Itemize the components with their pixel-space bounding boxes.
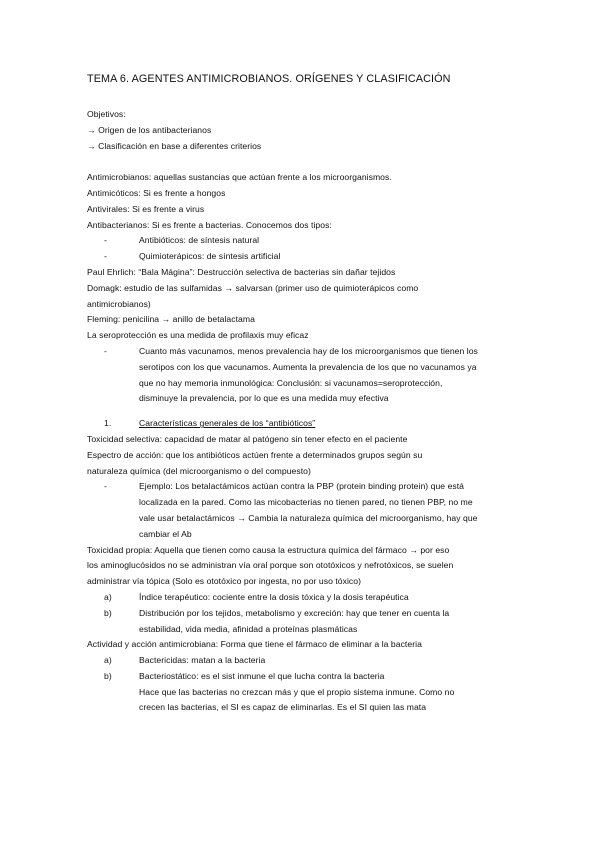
objectives-label: Objetivos: xyxy=(87,109,126,119)
list-item: - Cuanto más vacunamos, menos prevalencia hay de los microorganismos que tienen los xyxy=(104,345,478,356)
definition-antivirales: Antivirales: Si es frente a virus xyxy=(87,203,205,214)
list-item: b) Bacteriostático: es el sist inmune el que lucha contra la bacteria xyxy=(104,670,385,681)
list-item: - Quimioterápicos: de síntesis artificial xyxy=(104,251,281,262)
list-item: - Ejemplo: Los betalactámicos actúan contra la PBP (protein binding protein) que está xyxy=(104,481,465,492)
list-item-continuation: estabilidad, vida media, afinidad a proteínas plasmáticas xyxy=(139,623,358,634)
list-item-continuation: crecen las bacterias, el SI es capaz de eliminarlas. Es el SI quien las mata xyxy=(139,702,427,713)
paragraph-line: Toxicidad selectiva: capacidad de matar al patógeno sin tener efecto en el paciente xyxy=(87,433,408,444)
history-line: Fleming: penicilina → anillo de betalactama xyxy=(87,314,255,325)
list-item-continuation: cambiar el Ab xyxy=(139,528,192,539)
history-line: La seroprotección es una medida de profilaxis muy eficaz xyxy=(87,330,309,341)
list-item-continuation: vale usar betalactámicos → Cambia la naturaleza química del microorganismo, hay que xyxy=(139,512,478,523)
paragraph-line: administrar vía tópica (Solo es ototóxico por ingesta, no por uso tóxico) xyxy=(87,576,362,587)
history-line: Paul Ehrlich: “Bala Mágina”: Destrucción selectiva de bacterias sin dañar tejidos xyxy=(87,266,396,277)
definition-antibacterianos: Antibacterianos: Si es frente a bacterias. Conocemos dos tipos: xyxy=(87,219,332,230)
paragraph-line: Actividad y acción antimicrobiana: Forma que tiene el fármaco de eliminar a la bacteria xyxy=(87,639,422,650)
paragraph-line: los aminoglucósidos no se administran vía oral porque son ototóxicos y nefrotóxicos, se suelen xyxy=(87,560,454,571)
definition-antimicrobianos: Antimicrobianos: aquellas sustancias que actúan frente a los microorganismos. xyxy=(87,172,392,183)
paragraph-line: Toxicidad propia: Aquella que tienen como causa la estructura química del fármaco → por eso xyxy=(87,544,450,555)
history-line: antimicrobianos) xyxy=(87,298,151,309)
objective-item: → Clasificación en base a diferentes criterios xyxy=(87,140,262,151)
list-item-continuation: Hace que las bacterias no crezcan más y que el propio sistema inmune. Como no xyxy=(139,686,455,697)
list-item-continuation: disminuye la prevalencia, por lo que es una medida muy efectiva xyxy=(139,393,389,404)
list-item: a) Índice terapéutico: cociente entre la dosis tóxica y la dosis terapéutica xyxy=(104,591,409,602)
section-heading: 1. Características generales de los “antibióticos” xyxy=(104,418,316,429)
list-item-continuation: serotipos con los que vacunamos. Aumenta la prevalencia de los que no vacunamos ya xyxy=(139,361,477,372)
list-item: b) Distribución por los tejidos, metabolismo y excreción: hay que tener en cuenta la xyxy=(104,607,450,618)
list-item: a) Bactericidas: matan a la bacteria xyxy=(104,655,266,666)
history-line: Domagk: estudio de las sulfamidas → salvarsan (primer uso de quimioterápicos como xyxy=(87,282,419,293)
definition-antimicoticos: Antimicóticos: Si es frente a hongos xyxy=(87,187,226,198)
list-item: - Antibióticos: de síntesis natural xyxy=(104,235,260,246)
list-item-continuation: localizada en la pared. Como las micobacterias no tienen pared, no tienen PBP, no me xyxy=(139,497,473,508)
list-item-continuation: que no hay memoria inmunológica: Conclusión: si vacunamos=seroprotección, xyxy=(139,377,443,388)
paragraph-line: Espectro de acción: que los antibióticos actúen frente a determinados grupos según su xyxy=(87,449,423,460)
objective-item: → Origen de los antibacterianos xyxy=(87,124,212,135)
page-title: TEMA 6. AGENTES ANTIMICROBIANOS. ORÍGENES Y CLASIFICACIÓN xyxy=(87,73,451,85)
paragraph-line: naturaleza química (del microorganismo o del compuesto) xyxy=(87,465,311,476)
document-body xyxy=(87,107,527,716)
